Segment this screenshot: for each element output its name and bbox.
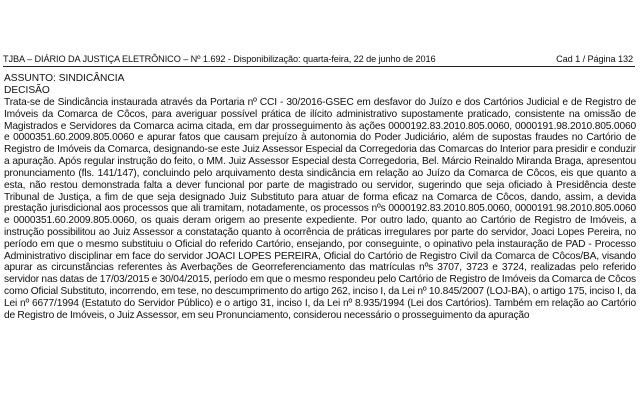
decision-heading: DECISÃO — [4, 85, 50, 96]
journal-header — [3, 52, 635, 67]
header-journal-title: TJBA – DIÁRIO DA JUSTIÇA ELETRÔNICO – Nº 1.692 - Disponibilização: quarta-feira, 22 de junho de 2016 — [3, 54, 436, 64]
decision-body-paragraph: Trata-se de Sindicância instaurada através da Portaria nº CCI - 30/2016-GSEC em desfavor do Juízo e dos Cartórios Judicial e de Registro de Imóveis da Comarca de Côcos, para averiguar possível prática de ilícito administrativo supostamente praticado, consistente na omissão de Magistrados e Servidores da Comarca acima citada, em dar prosseguimento às ações 0000192.83.2010.805.0060, 0000191.98.2010.805.0060 e 0000351.60.2009.805.0060 e apurar fatos que causam prejuízo à autonomia do Poder Judiciário, além de supostas fraudes no Cartório de Registro de Imóveis da Comarca, designando-se este Juiz Assessor Especial da Corregedoria das Comarcas do Interior para presidir e conduzir a apuração. Após regular instrução do feito, o MM. Juiz Assessor Especial desta Corregedoria, Bel. Márcio Reinaldo Miranda Braga, apresentou pronunciamento (fls. 141/147), concluindo pelo arquivamento desta sindicância em relação ao Juízo da Comarca de Côcos, eis que quanto a esta, não restou demonstrada falta a dever funcional por parte de magistrado ou servidor, sugerindo que seja oficiado à Presidência deste Tribunal de Justiça, a fim de que seja designado Juiz Substituto para atuar de forma eficaz na Comarca de Côcos, dando, assim, a devida prestação jurisdicional aos processos que ali tramitam, notadamente, os processos nºs 0000192.83.2010.805.0060, 0000191.98.2010.805.0060 e 0000351.60.2009.805.0060, os quais deram origem ao presente expediente. Por outro lado, quanto ao Cartório de Registro de Imóveis, a instrução possibilitou ao Juiz Assessor a constatação quanto à ocorrência de práticas irregulares por parte do servidor, Joaci Lopes Pereira, no período em que o mesmo substituiu o Oficial do referido Cartório, ensejando, por conseguinte, o opinativo pela instauração de PAD - Processo Administrativo disciplinar em face do servidor JOACI LOPES PEREIRA, Oficial do Cartório de Registro Civil da Comarca de Côcos/BA, visando apurar as circunstâncias referentes às Averbações de Georreferenciamento das matrículas nºs 3707, 3723 e 3724, realizadas pelo referido servidor nas datas de 17/03/2015 e 30/04/2015, período em que o mesmo respondeu pelo Cartório de Registro de Imóveis da Comarca de Côcos como Oficial Substituto, incorrendo, em tese, no descumprimento do artigo 262, inciso I, da Lei nº 10.845/2007 (LOJ-BA), o artigo 175, inciso I, da Lei nº 6677/1994 (Estatuto do Servidor Público) e o artigo 31, inciso I, da Lei nº 8.935/1994 (Lei dos Cartórios). Também em relação ao Cartório de Registro de Imóveis, o Juiz Assessor, em seu Pronunciamento, considerou necessário o prosseguimento da apuração — [4, 97, 636, 321]
subject-heading: ASSUNTO: SINDICÂNCIA — [4, 73, 125, 84]
header-page-number: Cad 1 / Página 132 — [556, 54, 633, 64]
